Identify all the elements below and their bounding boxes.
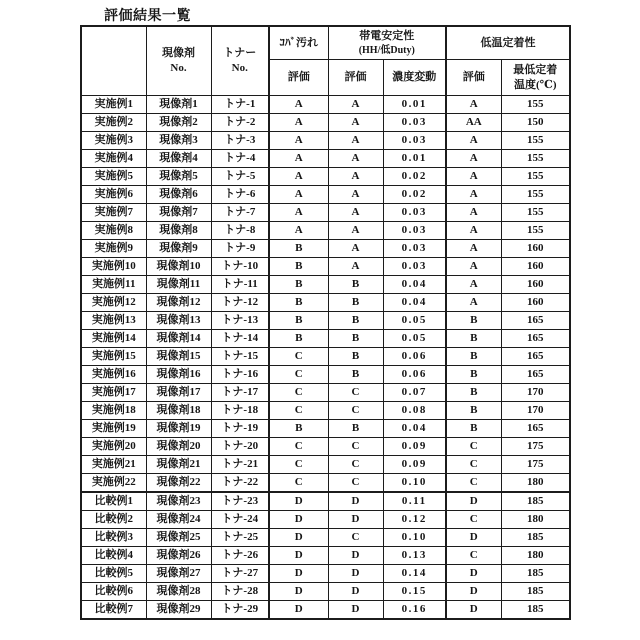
edge-stain-eval: B	[269, 276, 328, 294]
toner-no: トナ-28	[211, 583, 269, 601]
toner-no: トナ-5	[211, 168, 269, 186]
edge-stain-eval: C	[269, 438, 328, 456]
developer-no: 現像剤24	[146, 511, 211, 529]
charge-eval: A	[328, 222, 383, 240]
toner-no: トナ-6	[211, 186, 269, 204]
table-row	[81, 258, 570, 276]
density-variation: 0.16	[383, 601, 446, 620]
density-variation: 0.05	[383, 330, 446, 348]
min-fixing-temp: 180	[501, 474, 570, 493]
fixing-eval: D	[446, 565, 501, 583]
evaluation-results-table	[80, 25, 571, 620]
toner-no: トナ-15	[211, 348, 269, 366]
density-variation: 0.03	[383, 258, 446, 276]
min-fixing-temp: 165	[501, 348, 570, 366]
developer-no: 現像剤25	[146, 529, 211, 547]
developer-no: 現像剤11	[146, 276, 211, 294]
table-row	[81, 492, 570, 511]
toner-no: トナ-10	[211, 258, 269, 276]
density-variation: 0.10	[383, 474, 446, 493]
row-label: 実施例14	[81, 330, 146, 348]
density-variation: 0.02	[383, 168, 446, 186]
min-fixing-temp: 170	[501, 402, 570, 420]
table-body	[81, 96, 570, 620]
row-label: 比較例2	[81, 511, 146, 529]
developer-no: 現像剤2	[146, 114, 211, 132]
toner-no: トナ-14	[211, 330, 269, 348]
table-row	[81, 565, 570, 583]
toner-no: トナ-16	[211, 366, 269, 384]
fixing-eval: B	[446, 348, 501, 366]
density-variation: 0.03	[383, 222, 446, 240]
header-min-fixing-temp-line2: 温度(℃)	[514, 78, 557, 91]
table-row	[81, 402, 570, 420]
edge-stain-eval: D	[269, 583, 328, 601]
developer-no: 現像剤1	[146, 96, 211, 114]
table-row	[81, 529, 570, 547]
min-fixing-temp: 185	[501, 565, 570, 583]
charge-eval: B	[328, 366, 383, 384]
fixing-eval: B	[446, 312, 501, 330]
fixing-eval: A	[446, 258, 501, 276]
fixing-eval: B	[446, 366, 501, 384]
developer-no: 現像剤12	[146, 294, 211, 312]
toner-no: トナ-20	[211, 438, 269, 456]
developer-no: 現像剤23	[146, 492, 211, 511]
edge-stain-eval: A	[269, 150, 328, 168]
row-label: 実施例12	[81, 294, 146, 312]
charge-eval: A	[328, 240, 383, 258]
charge-eval: B	[328, 330, 383, 348]
charge-eval: C	[328, 402, 383, 420]
min-fixing-temp: 185	[501, 583, 570, 601]
table-row	[81, 438, 570, 456]
developer-no: 現像剤8	[146, 222, 211, 240]
charge-eval: A	[328, 258, 383, 276]
charge-eval: C	[328, 384, 383, 402]
table-row	[81, 294, 570, 312]
density-variation: 0.11	[383, 492, 446, 511]
developer-no: 現像剤10	[146, 258, 211, 276]
header-toner-line2: No.	[231, 62, 248, 74]
density-variation: 0.12	[383, 511, 446, 529]
toner-no: トナ-3	[211, 132, 269, 150]
toner-no: トナ-17	[211, 384, 269, 402]
table-row	[81, 330, 570, 348]
toner-no: トナ-29	[211, 601, 269, 620]
density-variation: 0.03	[383, 240, 446, 258]
toner-no: トナ-25	[211, 529, 269, 547]
header-edge-stain-group: ｺﾊﾞ汚れ	[269, 26, 328, 60]
row-label: 実施例20	[81, 438, 146, 456]
charge-eval: D	[328, 583, 383, 601]
toner-no: トナ-8	[211, 222, 269, 240]
charge-eval: B	[328, 294, 383, 312]
density-variation: 0.06	[383, 348, 446, 366]
min-fixing-temp: 155	[501, 150, 570, 168]
row-label: 実施例10	[81, 258, 146, 276]
edge-stain-eval: D	[269, 601, 328, 620]
table-row	[81, 511, 570, 529]
charge-eval: A	[328, 204, 383, 222]
fixing-eval: D	[446, 529, 501, 547]
density-variation: 0.01	[383, 150, 446, 168]
toner-no: トナ-7	[211, 204, 269, 222]
min-fixing-temp: 160	[501, 258, 570, 276]
header-low-temp-fixing-group: 低温定着性	[446, 26, 570, 60]
row-label: 実施例9	[81, 240, 146, 258]
row-label: 比較例7	[81, 601, 146, 620]
min-fixing-temp: 180	[501, 511, 570, 529]
row-label: 実施例17	[81, 384, 146, 402]
row-label: 実施例7	[81, 204, 146, 222]
row-label: 実施例15	[81, 348, 146, 366]
fixing-eval: C	[446, 456, 501, 474]
min-fixing-temp: 175	[501, 438, 570, 456]
toner-no: トナ-2	[211, 114, 269, 132]
developer-no: 現像剤28	[146, 583, 211, 601]
row-label: 実施例19	[81, 420, 146, 438]
toner-no: トナ-21	[211, 456, 269, 474]
edge-stain-eval: D	[269, 529, 328, 547]
row-label: 実施例22	[81, 474, 146, 493]
table-row	[81, 474, 570, 493]
edge-stain-eval: C	[269, 348, 328, 366]
developer-no: 現像剤3	[146, 132, 211, 150]
edge-stain-eval: B	[269, 312, 328, 330]
min-fixing-temp: 160	[501, 240, 570, 258]
fixing-eval: C	[446, 474, 501, 493]
fixing-eval: A	[446, 240, 501, 258]
table-row	[81, 384, 570, 402]
edge-stain-eval: C	[269, 402, 328, 420]
table-header	[81, 26, 570, 96]
density-variation: 0.03	[383, 132, 446, 150]
developer-no: 現像剤20	[146, 438, 211, 456]
min-fixing-temp: 155	[501, 186, 570, 204]
row-label: 実施例1	[81, 96, 146, 114]
density-variation: 0.09	[383, 456, 446, 474]
toner-no: トナ-13	[211, 312, 269, 330]
table-row	[81, 168, 570, 186]
min-fixing-temp: 155	[501, 222, 570, 240]
edge-stain-eval: A	[269, 96, 328, 114]
developer-no: 現像剤14	[146, 330, 211, 348]
density-variation: 0.04	[383, 420, 446, 438]
charge-eval: A	[328, 186, 383, 204]
density-variation: 0.09	[383, 438, 446, 456]
header-charge-stability-line1: 帯電安定性	[359, 29, 415, 42]
developer-no: 現像剤29	[146, 601, 211, 620]
min-fixing-temp: 160	[501, 294, 570, 312]
min-fixing-temp: 165	[501, 312, 570, 330]
min-fixing-temp: 160	[501, 276, 570, 294]
row-label: 実施例2	[81, 114, 146, 132]
table-row	[81, 456, 570, 474]
toner-no: トナ-24	[211, 511, 269, 529]
edge-stain-eval: B	[269, 240, 328, 258]
charge-eval: A	[328, 168, 383, 186]
charge-eval: A	[328, 132, 383, 150]
developer-no: 現像剤17	[146, 384, 211, 402]
row-label: 実施例3	[81, 132, 146, 150]
fixing-eval: A	[446, 168, 501, 186]
header-charge-stability-line2: (HH/低Duty)	[358, 44, 415, 56]
edge-stain-eval: C	[269, 366, 328, 384]
table-row	[81, 420, 570, 438]
edge-stain-eval: B	[269, 330, 328, 348]
header-group-row	[81, 26, 570, 60]
fixing-eval: A	[446, 276, 501, 294]
fixing-eval: D	[446, 583, 501, 601]
table-row	[81, 150, 570, 168]
developer-no: 現像剤5	[146, 168, 211, 186]
row-label: 実施例6	[81, 186, 146, 204]
toner-no: トナ-11	[211, 276, 269, 294]
toner-no: トナ-1	[211, 96, 269, 114]
charge-eval: D	[328, 565, 383, 583]
edge-stain-eval: A	[269, 222, 328, 240]
charge-eval: D	[328, 601, 383, 620]
toner-no: トナ-22	[211, 474, 269, 493]
header-charge-eval: 評価	[328, 60, 383, 96]
fixing-eval: A	[446, 294, 501, 312]
table-row	[81, 240, 570, 258]
charge-eval: B	[328, 348, 383, 366]
edge-stain-eval: C	[269, 384, 328, 402]
header-corner-cell	[81, 26, 146, 96]
row-label: 実施例21	[81, 456, 146, 474]
fixing-eval: A	[446, 132, 501, 150]
row-label: 比較例5	[81, 565, 146, 583]
density-variation: 0.14	[383, 565, 446, 583]
header-developer-line2: No.	[170, 62, 187, 74]
developer-no: 現像剤6	[146, 186, 211, 204]
developer-no: 現像剤26	[146, 547, 211, 565]
edge-stain-eval: B	[269, 294, 328, 312]
density-variation: 0.03	[383, 204, 446, 222]
min-fixing-temp: 155	[501, 168, 570, 186]
table-row	[81, 366, 570, 384]
min-fixing-temp: 165	[501, 330, 570, 348]
density-variation: 0.03	[383, 114, 446, 132]
table-row	[81, 186, 570, 204]
edge-stain-eval: B	[269, 420, 328, 438]
fixing-eval: A	[446, 204, 501, 222]
fixing-eval: B	[446, 330, 501, 348]
edge-stain-eval: B	[269, 258, 328, 276]
table-row	[81, 96, 570, 114]
edge-stain-eval: A	[269, 132, 328, 150]
edge-stain-eval: A	[269, 114, 328, 132]
min-fixing-temp: 185	[501, 529, 570, 547]
fixing-eval: C	[446, 547, 501, 565]
density-variation: 0.02	[383, 186, 446, 204]
density-variation: 0.08	[383, 402, 446, 420]
fixing-eval: C	[446, 438, 501, 456]
edge-stain-eval: A	[269, 204, 328, 222]
row-label: 実施例18	[81, 402, 146, 420]
table-row	[81, 204, 570, 222]
density-variation: 0.06	[383, 366, 446, 384]
fixing-eval: A	[446, 96, 501, 114]
row-label: 実施例11	[81, 276, 146, 294]
table-row	[81, 312, 570, 330]
fixing-eval: C	[446, 511, 501, 529]
density-variation: 0.07	[383, 384, 446, 402]
row-label: 実施例4	[81, 150, 146, 168]
toner-no: トナ-12	[211, 294, 269, 312]
developer-no: 現像剤13	[146, 312, 211, 330]
table-row	[81, 222, 570, 240]
fixing-eval: D	[446, 601, 501, 620]
header-density-variation: 濃度変動	[383, 60, 446, 96]
density-variation: 0.05	[383, 312, 446, 330]
row-label: 比較例4	[81, 547, 146, 565]
min-fixing-temp: 185	[501, 601, 570, 620]
min-fixing-temp: 175	[501, 456, 570, 474]
row-label: 比較例6	[81, 583, 146, 601]
developer-no: 現像剤16	[146, 366, 211, 384]
fixing-eval: A	[446, 186, 501, 204]
min-fixing-temp: 150	[501, 114, 570, 132]
toner-no: トナ-19	[211, 420, 269, 438]
header-edge-stain-eval: 評価	[269, 60, 328, 96]
min-fixing-temp: 165	[501, 420, 570, 438]
charge-eval: D	[328, 511, 383, 529]
table-row	[81, 276, 570, 294]
toner-no: トナ-9	[211, 240, 269, 258]
toner-no: トナ-4	[211, 150, 269, 168]
min-fixing-temp: 165	[501, 366, 570, 384]
row-label: 比較例1	[81, 492, 146, 511]
header-min-fixing-temp	[501, 60, 570, 96]
developer-no: 現像剤18	[146, 402, 211, 420]
charge-eval: B	[328, 276, 383, 294]
header-developer-no	[146, 26, 211, 96]
min-fixing-temp: 185	[501, 492, 570, 511]
fixing-eval: B	[446, 384, 501, 402]
density-variation: 0.15	[383, 583, 446, 601]
header-toner-no	[211, 26, 269, 96]
fixing-eval: B	[446, 402, 501, 420]
fixing-eval: D	[446, 492, 501, 511]
table-row	[81, 547, 570, 565]
charge-eval: C	[328, 438, 383, 456]
developer-no: 現像剤7	[146, 204, 211, 222]
charge-eval: D	[328, 547, 383, 565]
density-variation: 0.04	[383, 294, 446, 312]
density-variation: 0.13	[383, 547, 446, 565]
density-variation: 0.10	[383, 529, 446, 547]
table-row	[81, 114, 570, 132]
row-label: 実施例8	[81, 222, 146, 240]
developer-no: 現像剤19	[146, 420, 211, 438]
min-fixing-temp: 155	[501, 96, 570, 114]
charge-eval: C	[328, 529, 383, 547]
row-label: 実施例13	[81, 312, 146, 330]
edge-stain-eval: D	[269, 492, 328, 511]
min-fixing-temp: 170	[501, 384, 570, 402]
header-fixing-eval: 評価	[446, 60, 501, 96]
toner-no: トナ-23	[211, 492, 269, 511]
header-charge-stability-group	[328, 26, 446, 60]
table-row	[81, 583, 570, 601]
edge-stain-eval: D	[269, 547, 328, 565]
developer-no: 現像剤21	[146, 456, 211, 474]
fixing-eval: B	[446, 420, 501, 438]
table-row	[81, 348, 570, 366]
charge-eval: B	[328, 312, 383, 330]
charge-eval: A	[328, 150, 383, 168]
table-row	[81, 132, 570, 150]
edge-stain-eval: C	[269, 474, 328, 493]
fixing-eval: A	[446, 150, 501, 168]
charge-eval: C	[328, 474, 383, 493]
charge-eval: B	[328, 420, 383, 438]
edge-stain-eval: C	[269, 456, 328, 474]
row-label: 比較例3	[81, 529, 146, 547]
row-label: 実施例5	[81, 168, 146, 186]
min-fixing-temp: 155	[501, 132, 570, 150]
developer-no: 現像剤4	[146, 150, 211, 168]
developer-no: 現像剤9	[146, 240, 211, 258]
table-row	[81, 601, 570, 620]
charge-eval: C	[328, 456, 383, 474]
toner-no: トナ-18	[211, 402, 269, 420]
density-variation: 0.04	[383, 276, 446, 294]
edge-stain-eval: A	[269, 168, 328, 186]
fixing-eval: A	[446, 222, 501, 240]
edge-stain-eval: D	[269, 565, 328, 583]
edge-stain-eval: D	[269, 511, 328, 529]
header-developer-line1: 現像剤	[162, 47, 195, 60]
charge-eval: A	[328, 114, 383, 132]
toner-no: トナ-26	[211, 547, 269, 565]
toner-no: トナ-27	[211, 565, 269, 583]
developer-no: 現像剤27	[146, 565, 211, 583]
developer-no: 現像剤22	[146, 474, 211, 493]
density-variation: 0.01	[383, 96, 446, 114]
header-toner-line1: トナー	[223, 47, 257, 60]
page-title: 評価結果一覧	[104, 9, 191, 24]
row-label: 実施例16	[81, 366, 146, 384]
fixing-eval: AA	[446, 114, 501, 132]
min-fixing-temp: 155	[501, 204, 570, 222]
charge-eval: D	[328, 492, 383, 511]
developer-no: 現像剤15	[146, 348, 211, 366]
edge-stain-eval: A	[269, 186, 328, 204]
header-min-fixing-temp-line1: 最低定着	[513, 63, 558, 76]
charge-eval: A	[328, 96, 383, 114]
min-fixing-temp: 180	[501, 547, 570, 565]
